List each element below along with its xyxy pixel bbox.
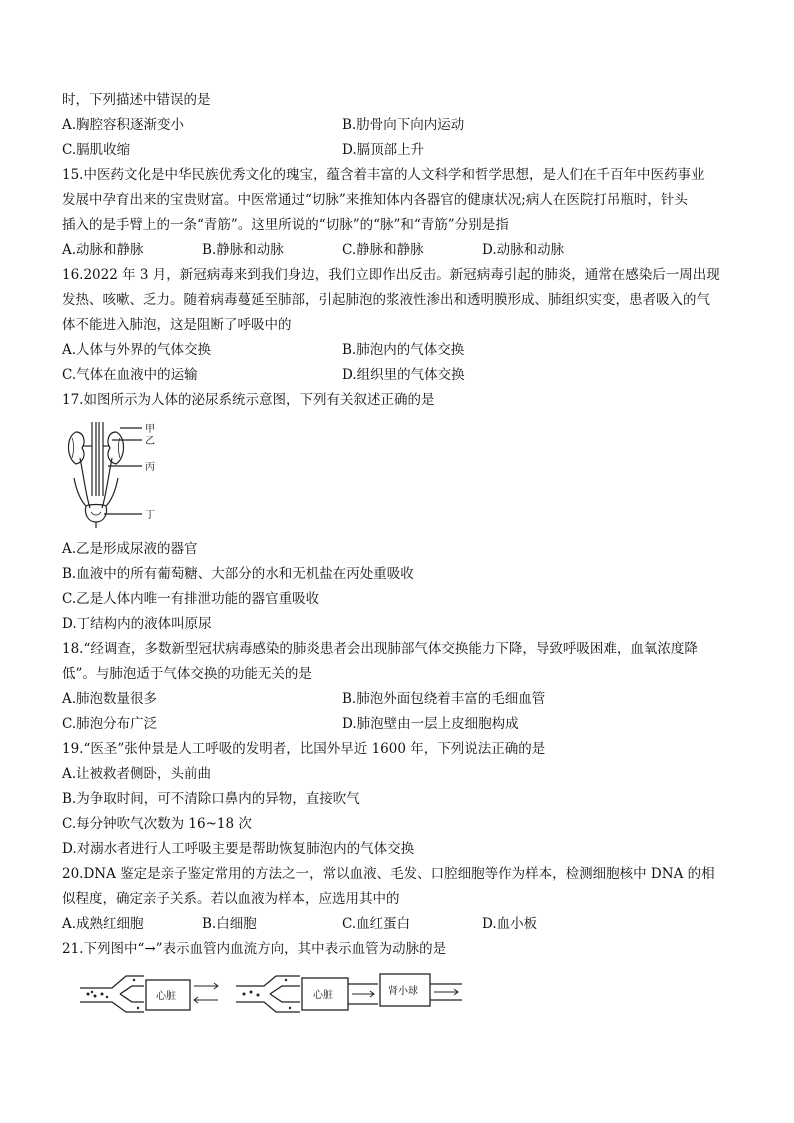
q15-stem-line: 发展中孕育出来的宝贵财富。中医常通过“切脉”来推知体内各器官的健康状况;病人在医院打吊瓶时，针头: [62, 192, 688, 208]
q14-option-b: B.肋骨向下向内运动: [342, 117, 465, 133]
q19-option-b: B.为争取时间，可不清除口鼻内的异物，直接吹气: [62, 791, 360, 807]
q20-option-c: C.血红蛋白: [342, 916, 411, 932]
q20-option-d: D.血小板: [482, 916, 538, 932]
figure-heart-label-2: 心脏: [313, 990, 333, 1001]
label-bing: 丙: [145, 462, 155, 473]
q20-stem-line: 20.DNA 鉴定是亲子鉴定常用的方法之一，常以血液、毛发、口腔细胞等作为样本，检测细胞核中 DNA 的相: [62, 866, 715, 882]
q15-stem-line: 插入的是手臂上的一条“青筋”。这里所说的“切脉”的“脉”和“青筋”分别是指: [62, 217, 509, 233]
q16-option-a: A.人体与外界的气体交换: [62, 342, 212, 358]
q16-option-d: D.组织里的气体交换: [342, 367, 465, 383]
q14-option-c: C.膈肌收缩: [62, 142, 131, 158]
q17-option-a: A.乙是形成尿液的器官: [62, 541, 198, 557]
q20-option-b: B.白细胞: [202, 916, 257, 932]
q14-stem-tail: 时，下列描述中错误的是: [62, 92, 211, 108]
q15-option-d: D.动脉和动脉: [482, 242, 565, 258]
q17-option-c: C.乙是人体内唯一有排泄功能的器官重吸收: [62, 591, 320, 607]
label-jia: 甲: [145, 424, 155, 435]
q16-option-c: C.气体在血液中的运输: [62, 367, 198, 383]
q18-option-a: A.肺泡数量很多: [62, 691, 158, 707]
q14-option-a: A.胸腔容积逐渐变小: [62, 117, 185, 133]
q20-option-a: A.成熟红细胞: [62, 916, 144, 932]
q15-option-a: A.动脉和静脉: [62, 242, 144, 258]
q19-stem: 19.“医圣”张仲景是人工呼吸的发明者，比国外早近 1600 年，下列说法正确的是: [62, 741, 546, 757]
q19-option-d: D.对溺水者进行人工呼吸主要是帮助恢复肺泡内的气体交换: [62, 841, 415, 857]
q14-option-d: D.膈顶部上升: [342, 142, 425, 158]
q16-stem-line: 16.2022 年 3 月，新冠病毒来到我们身边，我们立即作出反击。新冠病毒引起的肺炎，通常在感染后一周出现: [62, 267, 720, 283]
q18-option-b: B.肺泡外面包绕着丰富的毛细血管: [342, 691, 546, 707]
q20-stem-line: 似程度，确定亲子关系。若以血液为样本，应选用其中的: [62, 891, 400, 907]
q18-option-d: D.肺泡壁由一层上皮细胞构成: [342, 716, 519, 732]
blood-vessel-diagrams: [78, 968, 468, 1020]
q21-stem: 21.下列图中“→”表示血管内血流方向，其中表示血管为动脉的是: [62, 941, 447, 957]
q15-option-c: C.静脉和静脉: [342, 242, 424, 258]
label-ding: 丁: [145, 510, 155, 521]
label-yi: 乙: [145, 436, 155, 447]
q19-option-a: A.让被救者侧卧，头前曲: [62, 766, 212, 782]
q16-option-b: B.肺泡内的气体交换: [342, 342, 465, 358]
q15-option-b: B.静脉和动脉: [202, 242, 284, 258]
figure-heart-label-1: 心脏: [156, 991, 176, 1002]
q18-option-c: C.肺泡分布广泛: [62, 716, 158, 732]
q17-stem: 17.如图所示为人体的泌尿系统示意图，下列有关叙述正确的是: [62, 392, 435, 408]
q15-stem-line: 15.中医药文化是中华民族优秀文化的瑰宝，蕴含着丰富的人文科学和哲学思想，是人们在千百年中医药事业: [62, 167, 705, 183]
q18-stem-line: 18.“经调查，多数新型冠状病毒感染的肺炎患者会出现肺部气体交换能力下降，导致呼吸困难，血氧浓度降: [62, 641, 698, 657]
q17-option-d: D.丁结构内的液体叫原尿: [62, 616, 212, 632]
q19-option-c: C.每分钟吹气次数为 16~18 次: [62, 816, 252, 832]
q18-stem-line: 低”。与肺泡适于气体交换的功能无关的是: [62, 666, 312, 682]
figure-glomerulus-label: 肾小球: [388, 986, 418, 997]
q16-stem-line: 体不能进入肺泡，这是阻断了呼吸中的: [62, 317, 292, 333]
urinary-system-diagram: [62, 418, 172, 530]
q17-option-b: B.血液中的所有葡萄糖、大部分的水和无机盐在丙处重吸收: [62, 566, 414, 582]
q16-stem-line: 发热、咳嗽、乏力。随着病毒蔓延至肺部，引起肺泡的浆液性渗出和透明膜形成、肺组织实变，患者吸入的气: [62, 292, 710, 308]
